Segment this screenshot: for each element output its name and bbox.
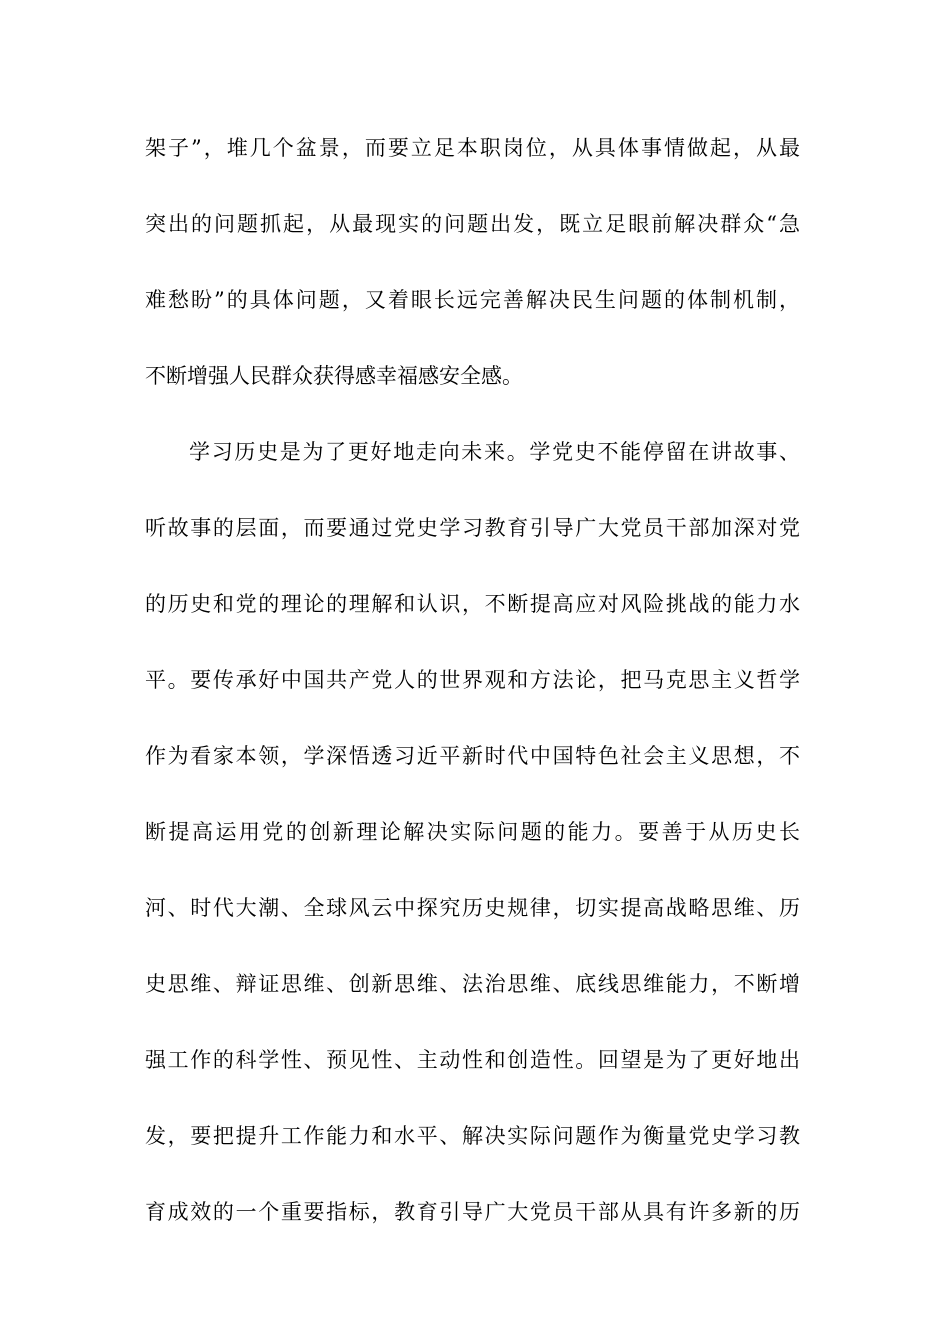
text-line: 作为看家本领，学深悟透习近平新时代中国特色社会主义思想，不 [145,744,800,768]
text-line: 不断增强人民群众获得感幸福感安全感。 [145,364,523,388]
text-line: 河、时代大潮、全球风云中探究历史规律，切实提高战略思维、历 [145,896,800,920]
text-line: 强工作的科学性、预见性、主动性和创造性。回望是为了更好地出 [145,1048,800,1072]
text-line: 听故事的层面，而要通过党史学习教育引导广大党员干部加深对党 [145,516,800,540]
text-line: 架子”，堆几个盆景，而要立足本职岗位，从具体事情做起，从最 [145,136,800,160]
text-line: 突出的问题抓起，从最现实的问题出发，既立足眼前解决群众“急 [145,212,800,236]
text-line: 发，要把提升工作能力和水平、解决实际问题作为衡量党史学习教 [145,1124,800,1148]
text-line: 史思维、辩证思维、创新思维、法治思维、底线思维能力，不断增 [145,972,800,996]
text-line: 育成效的一个重要指标，教育引导广大党员干部从具有许多新的历 [145,1200,800,1224]
paragraph-first-line: 学习历史是为了更好地走向未来。学党史不能停留在讲故事、 [189,440,800,464]
text-line: 的历史和党的理论的理解和认识，不断提高应对风险挑战的能力水 [145,592,800,616]
text-line: 平。要传承好中国共产党人的世界观和方法论，把马克思主义哲学 [145,668,800,692]
text-line: 难愁盼”的具体问题，又着眼长远完善解决民生问题的体制机制， [145,288,800,312]
text-line: 断提高运用党的创新理论解决实际问题的能力。要善于从历史长 [145,820,800,844]
